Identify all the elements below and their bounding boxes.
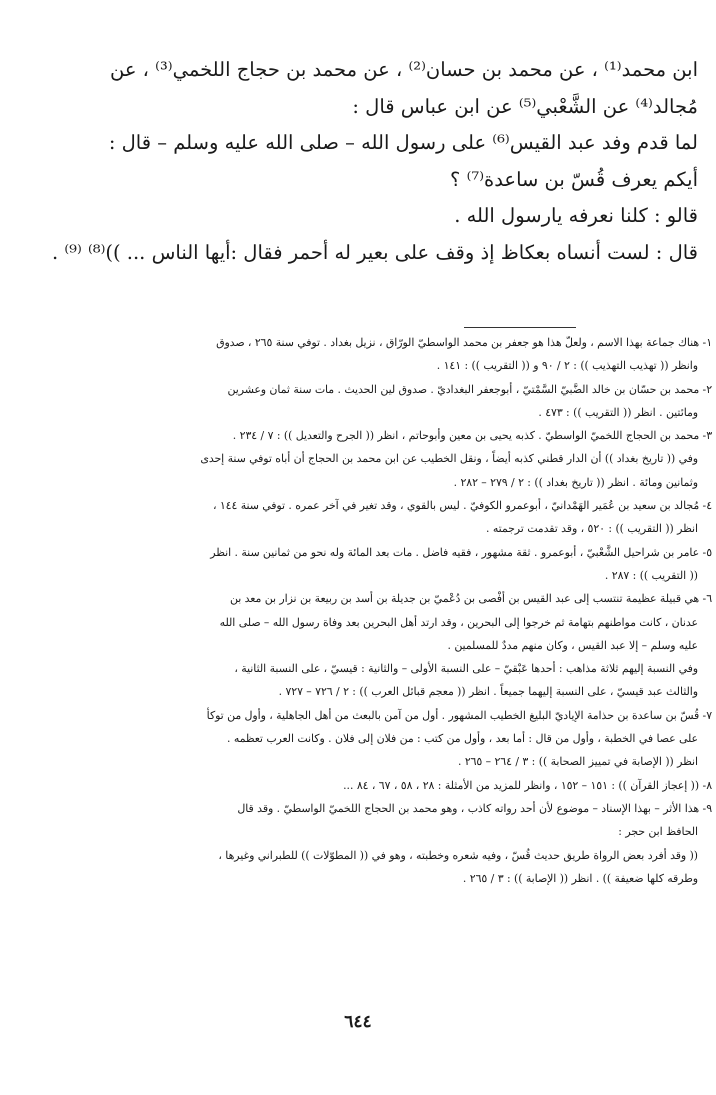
footnote-line: والثالث عبد قيسيّ ، على النسبة إليهما جميعاً . انظر (( معجم قبائل العرب )) : ٢ / ٧٢٦ – ٧٢٧ .	[278, 685, 698, 699]
page-number: ٦٤٤	[344, 1012, 372, 1032]
footnote-line: وانظر (( تهذيب التهذيب )) : ٢ / ٩٠ و (( التقريب )) : ١٤١ .	[436, 359, 698, 373]
footnote-line: ٩- هذا الأثر – بهذا الإسناد – موضوع لأن أحد رواته كاذب ، وهو محمد بن الحجاج اللخميّ الواسطيّ . وقد قال	[237, 801, 712, 815]
footnote-1	[48, 331, 712, 378]
footnote-line: ١- هناك جماعة بهذا الاسم ، ولعلّ هذا هو جعفر بن محمد الواسطيّ الورّاق ، نزيل بغداد . توفي سنة ٢٦٥ ، صدوق	[216, 336, 712, 349]
footnote-8	[48, 774, 712, 797]
main-line: قالو : كلنا نعرفه يارسول الله .	[454, 204, 698, 227]
footnote-7	[48, 704, 712, 774]
footnote-line: عدنان ، كانت مواطنهم بتهامة ثم خرجوا إلى البحرين ، وقد ارتد أهل البحرين بعد وفاة رسول الله – صلى الله	[219, 615, 698, 629]
main-line: ابن محمد⁽¹⁾ ، عن محمد بن حسان⁽²⁾ ، عن محمد بن حجاج اللخمي⁽³⁾ ، عن	[109, 58, 698, 81]
footnote-3	[48, 424, 712, 494]
footnote-line: ومائتين . انظر (( التقريب )) : ٤٧٣ .	[538, 405, 698, 419]
main-text	[51, 52, 698, 271]
footnote-line: ٣- محمد بن الحجاج اللخميّ الواسطيّ . كذبه يحيى بن معين وأبوحاتم ، انظر (( الجرح والتعديل )) : ٧ / ٢٣٤ .	[232, 429, 712, 443]
footnote-9	[48, 797, 712, 890]
footnote-line: على عصا في الخطبة ، وأول من قال : أما بعد ، وأول من كتب : من فلان إلى فلان . وكانت العرب تعظمه .	[226, 732, 698, 746]
footnote-line: وفي (( تاريخ بغداد )) أن الدار قطني كذبه أيضاً ، ونقل الخطيب عن ابن محمد بن الحجاج أن أباه توفي سنة إحدى	[200, 452, 698, 466]
footnote-line: ٧- قُسّ بن ساعدة بن حذامة الإياديّ البليغ الخطيب المشهور . أول من آمن بالبعث من أهل الجاهلية ، وأول من توكأ	[206, 708, 712, 722]
main-line: مُجالد⁽⁴⁾ عن الشَّعْبي⁽⁵⁾ عن ابن عباس قال :	[352, 94, 698, 118]
footnote-6	[48, 587, 712, 703]
footnote-line: (( وقد أفرد بعض الرواة طريق حديث قُسّ ، وفيه شعره وخطبته ، وهو في (( المطوّلات )) للطبراني وغيرها ،	[218, 848, 698, 862]
footnote-line: انظر (( التقريب )) : ٥٢٠ ، وقد تقدمت ترجمته .	[485, 522, 698, 536]
footnote-line: ٢- محمد بن حسّان بن خالد الضَّبيّ السَّمْتيّ ، أبوجعفر البغداديّ . صدوق لين الحديث . مات سنة ثمان وعشرين	[227, 382, 712, 396]
footnote-line: ٥- عامر بن شراحيل الشَّعْبيّ ، أبوعمرو . ثقة مشهور ، فقيه فاضل . مات بعد المائة وله نحو من ثمانين سنة . انظر	[210, 545, 712, 559]
footnote-5	[48, 541, 712, 588]
footnote-line: وفي النسبة إليهم ثلاثة مذاهب : أحدها عَبْقيّ – على النسبة الأولى – والثانية : قيسيّ ، على النسبة الثانية ،	[234, 662, 698, 676]
footnote-2	[48, 378, 712, 425]
footnote-separator	[464, 327, 576, 328]
footnote-line: ٦- هي قبيلة عظيمة تنتسب إلى عبد القيس بن أفْصى بن دُعْميّ بن جديلة بن أسد بن ربيعة بن نزار بن معد بن	[229, 592, 712, 606]
main-line: قال : لست أنساه بعكاظ إذ وقف على بعير له أحمر فقال :أيها الناس ... ))⁽⁸⁾ ⁽⁹⁾ .	[51, 240, 698, 264]
footnote-line: (( التقريب )) : ٢٨٧ .	[604, 568, 698, 582]
main-line: لما قدم وفد عبد القيس⁽⁶⁾ على رسول الله – صلى الله عليه وسلم – قال :	[108, 131, 698, 154]
footnote-line: وطرقه كلها ضعيفة )) . انظر (( الإصابة )) : ٣ / ٢٦٥ .	[462, 871, 698, 885]
footnote-line: عليه وسلم – إلا عبد القيس ، وكان منهم مددٌ للمسلمين .	[447, 638, 698, 652]
footnotes	[48, 331, 712, 890]
footnote-line: انظر (( الإصابة في تمييز الصحابة )) : ٣ / ٢٦٤ – ٢٦٥ .	[457, 755, 698, 769]
footnote-line: وثمانين ومائة . انظر (( تاريخ بغداد )) : ٢ / ٢٧٩ – ٢٨٢ .	[453, 475, 698, 489]
footnote-line: الحافظ ابن حجر :	[618, 825, 698, 839]
main-line: أيكم يعرف قُسّ بن ساعدة⁽⁷⁾ ؟	[450, 167, 698, 191]
footnote-line: ٨- (( إعجاز القرآن )) : ١٥١ – ١٥٢ ، وانظر للمزيد من الأمثلة : ٢٨ ، ٥٨ ، ٦٧ ، ٨٤ ...	[343, 778, 712, 792]
footnote-line: ٤- مُجالد بن سعيد بن عُمَير الهَمْدانيّ ، أبوعمرو الكوفيّ . ليس بالقوي ، وقد تغير في آخر عمره . توفي سنة ١٤٤ ،	[212, 499, 712, 513]
footnote-4	[48, 494, 712, 541]
